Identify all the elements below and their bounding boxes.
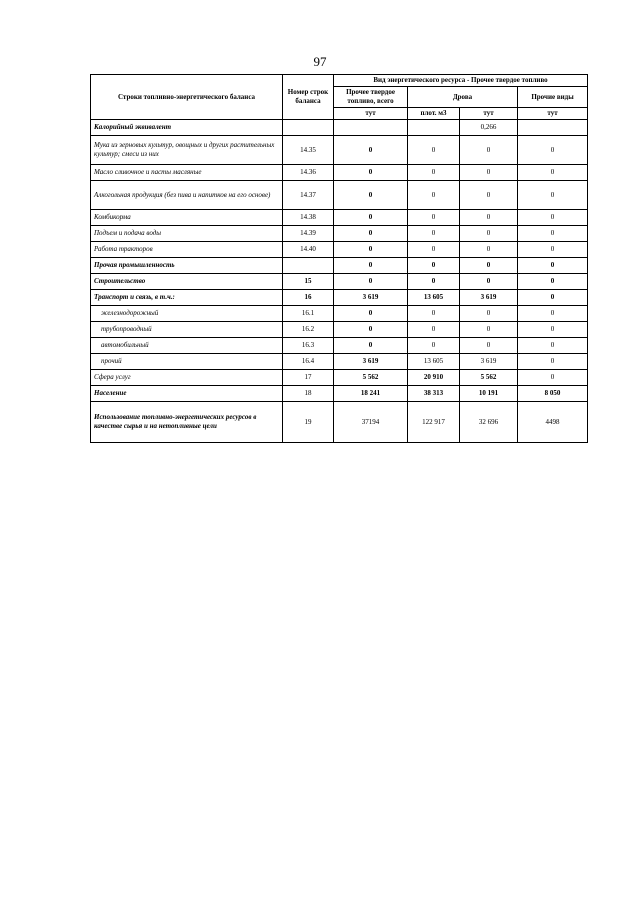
- row-other: 0: [518, 258, 588, 274]
- table-row: [91, 290, 588, 306]
- row-firewood-tut: 0: [460, 165, 518, 181]
- row-firewood-m3: 0: [408, 242, 460, 258]
- row-other: 0: [518, 370, 588, 386]
- row-name: прочий: [91, 354, 283, 370]
- table-row: [91, 274, 588, 290]
- calorie-empty-num: [283, 120, 334, 136]
- row-number: 17: [283, 370, 334, 386]
- row-number: 16.4: [283, 354, 334, 370]
- row-name: Сфера услуг: [91, 370, 283, 386]
- header-other-types: Прочие виды: [518, 87, 588, 108]
- row-other: 0: [518, 181, 588, 210]
- row-number: 18: [283, 386, 334, 402]
- header-resource-type: Вид энергетического ресурса - Прочее твердое топливо: [334, 75, 588, 87]
- row-other: 8 050: [518, 386, 588, 402]
- row-number: 16: [283, 290, 334, 306]
- row-firewood-m3: 0: [408, 274, 460, 290]
- row-firewood-tut: 0: [460, 226, 518, 242]
- row-total: 0: [334, 226, 408, 242]
- row-name: Алкогольная продукция (без пива и напитков на его основе): [91, 181, 283, 210]
- row-total: 18 241: [334, 386, 408, 402]
- row-name: Работа тракторов: [91, 242, 283, 258]
- table-row: [91, 386, 588, 402]
- table-row: [91, 338, 588, 354]
- row-firewood-tut: 0: [460, 258, 518, 274]
- calorie-value: 0,266: [460, 120, 518, 136]
- row-name: Использование топливно-энергетических ресурсов в качестве сырья и на нетопливные цели: [91, 402, 283, 443]
- row-firewood-tut: 3 619: [460, 354, 518, 370]
- row-total: 0: [334, 338, 408, 354]
- row-firewood-m3: 38 313: [408, 386, 460, 402]
- row-firewood-m3: 0: [408, 258, 460, 274]
- header-lines: Строки топливно-энергетического баланса: [91, 75, 283, 120]
- row-firewood-m3: 13 605: [408, 290, 460, 306]
- row-name: Транспорт и связь, в т.ч.:: [91, 290, 283, 306]
- unit-firewood-m3: плот. м3: [408, 108, 460, 120]
- row-number: 14.38: [283, 210, 334, 226]
- row-other: 0: [518, 210, 588, 226]
- calorie-row: [91, 120, 588, 136]
- table-row: [91, 402, 588, 443]
- row-name: Масло сливочное и пасты масляные: [91, 165, 283, 181]
- row-number: 16.2: [283, 322, 334, 338]
- row-other: 0: [518, 136, 588, 165]
- row-total: 37194: [334, 402, 408, 443]
- row-firewood-tut: 0: [460, 338, 518, 354]
- row-firewood-m3: 122 917: [408, 402, 460, 443]
- row-firewood-m3: 0: [408, 226, 460, 242]
- row-firewood-tut: 0: [460, 306, 518, 322]
- row-total: 0: [334, 306, 408, 322]
- page-number: 97: [313, 54, 327, 69]
- row-name: автомобильный: [91, 338, 283, 354]
- row-firewood-tut: 3 619: [460, 290, 518, 306]
- row-firewood-tut: 0: [460, 322, 518, 338]
- row-other: 0: [518, 354, 588, 370]
- row-total: 0: [334, 274, 408, 290]
- row-total: 3 619: [334, 290, 408, 306]
- table-row: [91, 242, 588, 258]
- table-row: [91, 306, 588, 322]
- row-name: Прочая промышленность: [91, 258, 283, 274]
- calorie-label: Калорийный эквивалент: [91, 120, 283, 136]
- row-firewood-m3: 0: [408, 306, 460, 322]
- header-row-1: [91, 75, 588, 87]
- row-number: 16.1: [283, 306, 334, 322]
- row-other: 0: [518, 226, 588, 242]
- row-other: 0: [518, 242, 588, 258]
- row-other: 0: [518, 306, 588, 322]
- row-firewood-m3: 0: [408, 165, 460, 181]
- row-total: 0: [334, 210, 408, 226]
- row-name: Мука из зерновых культур, овощных и других растительных культур; смеси из них: [91, 136, 283, 165]
- row-number: 15: [283, 274, 334, 290]
- calorie-empty-total: [334, 120, 408, 136]
- unit-other-tut: тут: [518, 108, 588, 120]
- row-firewood-m3: 13 605: [408, 354, 460, 370]
- row-firewood-tut: 0: [460, 181, 518, 210]
- table-row: [91, 226, 588, 242]
- row-number: 14.35: [283, 136, 334, 165]
- row-name: Население: [91, 386, 283, 402]
- row-number: 14.39: [283, 226, 334, 242]
- row-other: 0: [518, 322, 588, 338]
- row-firewood-m3: 0: [408, 338, 460, 354]
- energy-balance-table: [90, 74, 588, 443]
- row-total: 0: [334, 165, 408, 181]
- unit-firewood-tut: тут: [460, 108, 518, 120]
- row-name: Подъем и подача воды: [91, 226, 283, 242]
- row-firewood-tut: 32 696: [460, 402, 518, 443]
- row-other: 0: [518, 274, 588, 290]
- row-firewood-tut: 0: [460, 210, 518, 226]
- table-row: [91, 210, 588, 226]
- row-total: 0: [334, 136, 408, 165]
- row-firewood-tut: 0: [460, 274, 518, 290]
- row-firewood-tut: 0: [460, 136, 518, 165]
- row-total: 0: [334, 242, 408, 258]
- row-firewood-tut: 0: [460, 242, 518, 258]
- row-name: Комбикорма: [91, 210, 283, 226]
- table-row: [91, 370, 588, 386]
- row-firewood-tut: 5 562: [460, 370, 518, 386]
- row-number: 14.40: [283, 242, 334, 258]
- row-number: 19: [283, 402, 334, 443]
- header-number: Номер строк баланса: [283, 75, 334, 120]
- row-number: [283, 258, 334, 274]
- calorie-empty-m3: [408, 120, 460, 136]
- row-firewood-m3: 0: [408, 136, 460, 165]
- table-row: [91, 181, 588, 210]
- header-firewood: Дрова: [408, 87, 518, 108]
- row-other: 0: [518, 338, 588, 354]
- row-other: 0: [518, 165, 588, 181]
- row-name: железнодорожный: [91, 306, 283, 322]
- row-name: трубопроводный: [91, 322, 283, 338]
- table-row: [91, 354, 588, 370]
- row-total: 0: [334, 258, 408, 274]
- row-total: 3 619: [334, 354, 408, 370]
- row-other: 4498: [518, 402, 588, 443]
- table-row: [91, 258, 588, 274]
- row-number: 14.36: [283, 165, 334, 181]
- row-total: 0: [334, 322, 408, 338]
- row-number: 14.37: [283, 181, 334, 210]
- row-firewood-m3: 0: [408, 322, 460, 338]
- table-row: [91, 136, 588, 165]
- row-total: 5 562: [334, 370, 408, 386]
- row-firewood-m3: 0: [408, 210, 460, 226]
- header-other-solid-total: Прочее твердое топливо, всего: [334, 87, 408, 108]
- table-row: [91, 165, 588, 181]
- calorie-empty-other: [518, 120, 588, 136]
- row-total: 0: [334, 181, 408, 210]
- row-number: 16.3: [283, 338, 334, 354]
- row-firewood-m3: 20 910: [408, 370, 460, 386]
- unit-total-tut: тут: [334, 108, 408, 120]
- row-name: Строительство: [91, 274, 283, 290]
- row-firewood-m3: 0: [408, 181, 460, 210]
- row-firewood-tut: 10 191: [460, 386, 518, 402]
- table-row: [91, 322, 588, 338]
- row-other: 0: [518, 290, 588, 306]
